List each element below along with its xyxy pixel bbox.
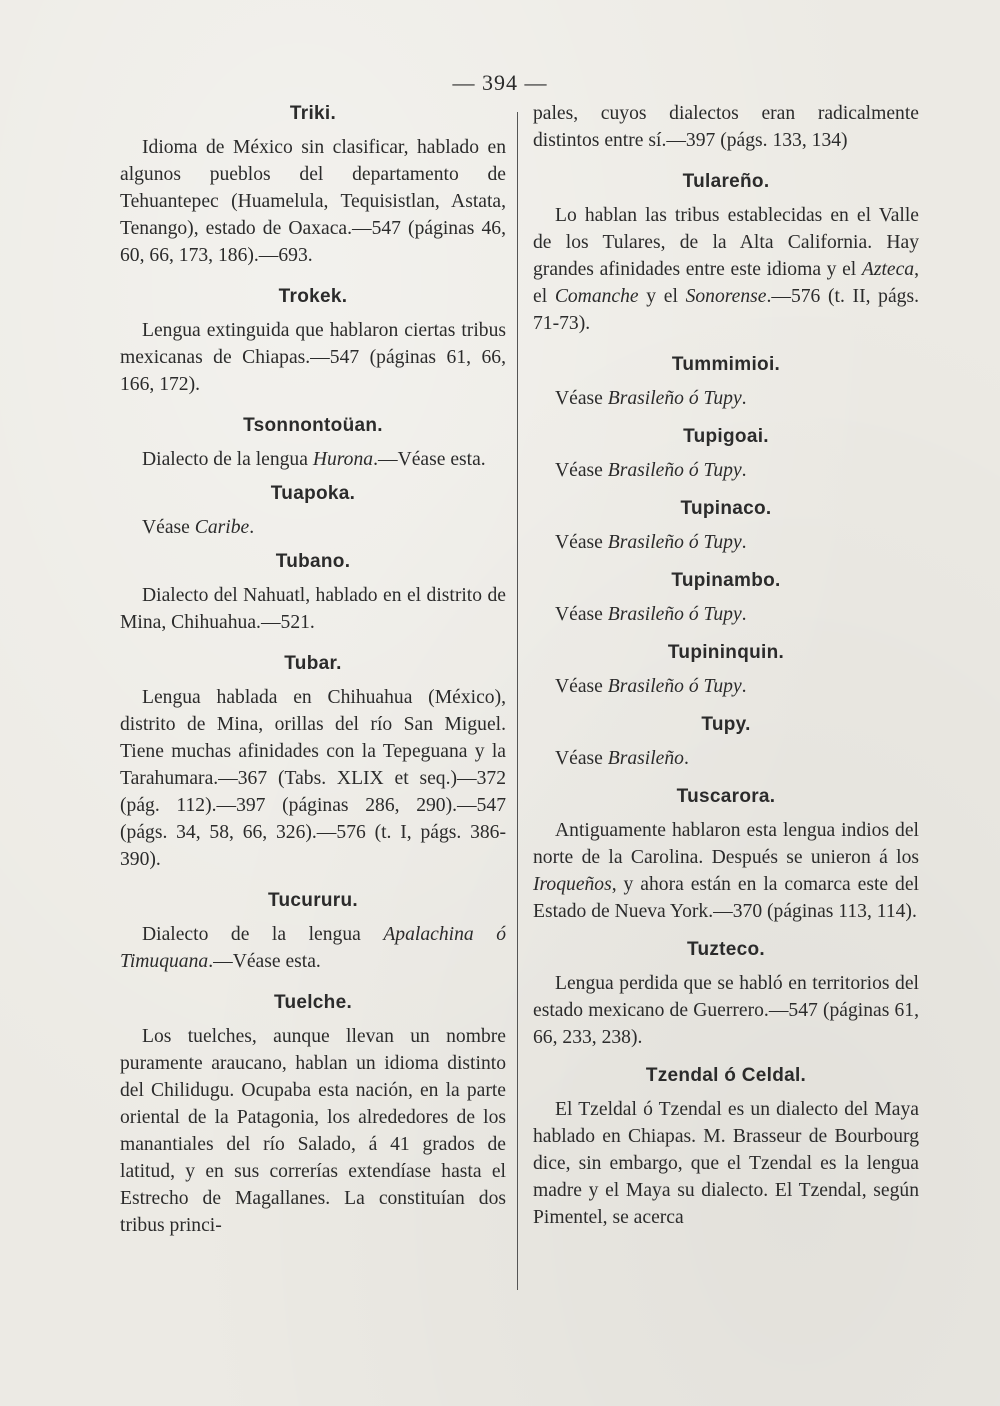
entry-tuelche [120,989,506,1239]
body-text: Véase [555,748,608,769]
cross-reference: Brasileño ó Tupy [607,604,742,625]
body-text: .—Véase esta. [208,951,321,972]
entry-body [533,673,919,700]
body-text: . [683,748,689,769]
body-text: . [741,460,747,481]
body-text: . [741,388,747,409]
entry-tubar [120,650,506,873]
entry-body [533,529,919,556]
entry-tzendal [533,1062,919,1231]
entry-title: Tsonnontoüan. [243,415,383,436]
entry-body [120,446,506,473]
body-text: . [741,532,747,553]
right-column [533,100,919,1231]
cross-reference: Sonorense [685,286,767,307]
entry-body [533,385,919,412]
body-text: Lo hablan las tribus establecidas en el Valle de los Tulares, de la Alta California. Hay grandes afinidades entre este idioma y el [533,205,919,280]
page-number: — 394 — [452,70,548,95]
entry-tupinaco [533,495,919,556]
entry-body [533,817,919,925]
entry-body: Idioma de México sin clasificar, hablado en algunos pueblos del departamento de Tehuantepec (Huamelula, Tequisistlan, Astata, Tenango), estado de Oaxaca.—547 (páginas 46, 60, 66, 173, 186).—693. [120,137,506,266]
entry-triki [120,100,506,269]
entry-title: Tzendal ó Celdal. [645,1065,807,1086]
entry-body: pales, cuyos dialectos eran radicalmente distintos entre sí.—397 (págs. 133, 134) [533,103,919,151]
cross-reference: Azteca [861,259,915,280]
body-text: , el [533,259,919,307]
body-text: Véase [555,532,608,553]
cross-reference: Brasileño ó Tupy [607,460,742,481]
entry-tuscarora [533,783,919,925]
entry-title: Tuapoka. [270,483,356,504]
entry-tuapoka [120,480,506,541]
entry-title: Tummimioi. [671,354,781,375]
entry-tubano [120,548,506,636]
entry-trokek [120,283,506,398]
body-text: .—576 (t. II, págs. 71-73). [533,286,919,334]
entry-title: Tupininquin. [667,642,785,663]
entry-title: Tuscarora. [676,786,776,807]
entry-title: Tubar. [284,653,342,674]
cross-reference: Brasileño ó Tupy [607,676,742,697]
entry-title: Tubano. [275,551,351,572]
cross-reference: Caribe [194,517,250,538]
body-text: . [741,676,747,697]
cross-reference: Comanche [554,286,639,307]
entry-tuzteco [533,936,919,1051]
entry-tucururu [120,887,506,975]
entry-tupigoai [533,423,919,484]
entry-body: Lengua hablada en Chihuahua (México), distrito de Mina, orillas del río San Miguel. Tiene muchas afinidades con la Tepeguana y la Tarahumara.—367 (Tabs. XLIX et seq.)—372 (pág. 112).—397 (páginas 286, 290).—547 (págs. 34, 58, 66, 326).—576 (t. I, págs. 386-390). [120,687,506,870]
body-text: Antiguamente hablaron esta lengua indios del norte de la Carolina. Después se unieron á los [533,820,919,868]
body-text: Dialecto de la lengua [142,924,384,945]
entry-tupinambo [533,567,919,628]
entry-body: Dialecto del Nahuatl, hablado en el distrito de Mina, Chihuahua.—521. [120,585,506,633]
body-text: Véase [555,460,608,481]
cross-reference: Brasileño [607,748,684,769]
body-text: . [249,517,255,538]
body-text: Véase [555,604,608,625]
entry-tsonnontouan [120,412,506,473]
entry-body [533,457,919,484]
entry-body: Lengua perdida que se habló en territorios del estado mexicano de Guerrero.—547 (páginas 61, 66, 233, 238). [533,973,919,1048]
cross-reference: Iroqueños [533,874,612,895]
body-text: .—Véase esta. [373,449,486,470]
body-text: Dialecto de la lengua [142,449,313,470]
cross-reference: Hurona [312,449,374,470]
entry-body [120,514,506,541]
entry-title: Triki. [289,103,337,124]
entry-body [533,745,919,772]
entry-title: Tupigoai. [683,426,769,447]
cross-reference: Apalachina ó Timuquana [120,924,507,972]
body-text: . [741,604,747,625]
entry-title: Tuzteco. [686,939,766,960]
entry-tummimioi [533,351,919,412]
entry-body: Lengua extinguida que hablaron ciertas tribus mexicanas de Chiapas.—547 (páginas 61, 66, 166, 172). [120,320,506,395]
entry-title: Tupinambo. [671,570,781,591]
entry-body [533,601,919,628]
entry-tupy [533,711,919,772]
body-text: , y ahora están en la comarca este del Estado de Nueva York.—370 (páginas 113, 114). [533,874,919,922]
body-text: Véase [555,388,608,409]
entry-body: Los tuelches, aunque llevan un nombre puramente araucano, hablan un idioma distinto del Chilidugu. Ocupaba esta nación, en la parte oriental de la Patagonia, los alrededores de los manantiales del río Salado, á 41 grados de latitud, y en sus correrías extendíase hasta el Estrecho de Magallanes. La constituían dos tribus princi- [120,1026,506,1236]
entry-tuelche-continued [533,100,919,154]
cross-reference: Brasileño ó Tupy [607,388,742,409]
left-column [120,100,506,1239]
entry-title: Tucururu. [268,890,358,911]
entry-tupininquin [533,639,919,700]
body-text: Véase [555,676,608,697]
entry-body [533,202,919,337]
entry-title: Tupinaco. [680,498,772,519]
entry-title: Trokek. [278,286,348,307]
entry-title: Tupy. [701,714,751,735]
entry-title: Tulareño. [682,171,770,192]
entry-body: El Tzeldal ó Tzendal es un dialecto del Maya hablado en Chiapas. M. Brasseur de Bourbourg dice, sin embargo, que el Tzendal es la lengua madre y el Maya su dialecto. El Tzendal, según Pimentel, se acerca [533,1099,919,1228]
entry-body [120,921,506,975]
cross-reference: Brasileño ó Tupy [607,532,742,553]
body-text: y el [638,286,686,307]
entry-title: Tuelche. [273,992,353,1013]
body-text: Véase [142,517,195,538]
entry-tulareno [533,168,919,337]
column-divider [517,112,518,1290]
